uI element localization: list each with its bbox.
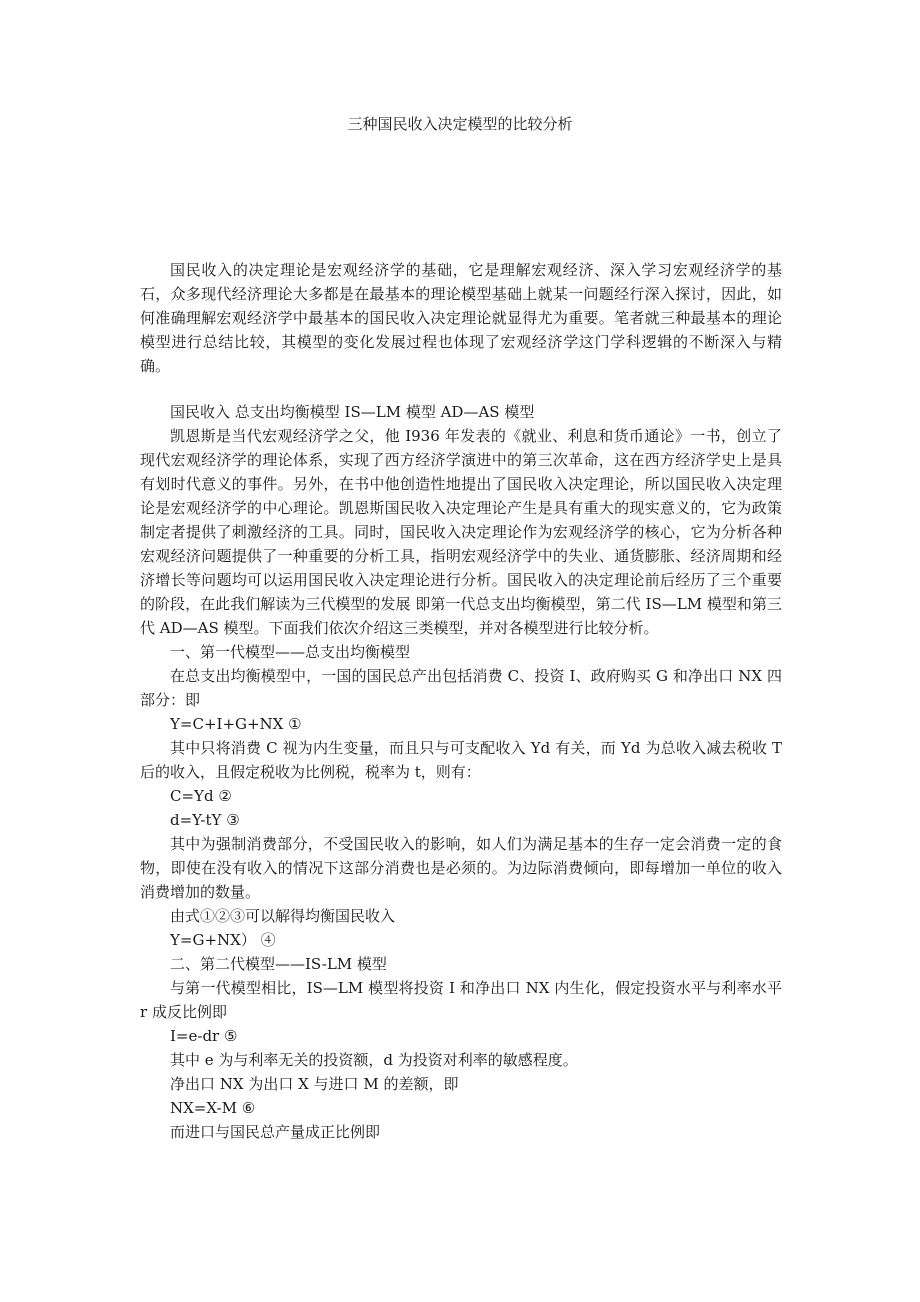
equation-1: Y=C+I+G+NX ① bbox=[170, 715, 302, 733]
consumption-paragraph: 其中只将消费 C 视为内生变量，而且只与可支配收入 Yd 有关，而 Yd 为总收入减去税收 T 后的收入，且假定税收为比例税，税率为 t，则有： bbox=[140, 739, 782, 781]
investment-line: 其中 e 为与利率无关的投资额，d 为投资对利率的敏感程度。 bbox=[170, 1051, 578, 1069]
forced-consumption-paragraph: 其中为强制消费部分，不受国民收入的影响，如人们为满足基本的生存一定会消费一定的食物，即使在没有收入的情况下这部分消费也是必须的。为边际消费倾向，即每增加一单位的收入消费增加的数量。 bbox=[140, 835, 782, 901]
section-heading-gen2: 二、第二代模型——IS-LM 模型 bbox=[170, 955, 387, 973]
gen1-paragraph: 在总支出均衡模型中，一国的国民总产出包括消费 C、投资 I、政府购买 G 和净出口 NX 四部分：即 bbox=[140, 667, 782, 709]
equation-2: C=Yd ② bbox=[170, 787, 232, 805]
net-export-line: 净出口 NX 为出口 X 与进口 M 的差额，即 bbox=[170, 1075, 459, 1093]
equation-5: I=e-dr ⑤ bbox=[170, 1027, 238, 1045]
equation-4: Y=G+NX） ④ bbox=[170, 931, 276, 949]
keywords-line: 国民收入 总支出均衡模型 IS—LM 模型 AD—AS 模型 bbox=[170, 403, 535, 421]
import-line: 而进口与国民总产量成正比例即 bbox=[170, 1123, 381, 1141]
intro-section bbox=[140, 258, 782, 378]
main-section bbox=[140, 400, 782, 1144]
section-heading-gen1: 一、第一代模型——总支出均衡模型 bbox=[170, 643, 411, 661]
document-title: 三种国民收入决定模型的比较分析 bbox=[347, 115, 573, 133]
equation-3: d=Y-tY ③ bbox=[170, 811, 240, 829]
solve-line: 由式①②③可以解得均衡国民收入 bbox=[170, 907, 396, 925]
gen2-paragraph: 与第一代模型相比，IS—LM 模型将投资 I 和净出口 NX 内生化，假定投资水平与利率水平 r 成反比例即 bbox=[140, 979, 782, 1021]
keynes-paragraph: 凯恩斯是当代宏观经济学之父，他 I936 年发表的《就业、利息和货币通论》一书，创立了现代宏观经济学的理论体系，实现了西方经济学演进中的第三次革命，这在西方经济学史上是具有划时代意义的事件。另外，在书中他创造性地提出了国民收入决定理论，所以国民收入决定理论是宏观经济学的中心理论。凯恩斯国民收入决定理论产生是具有重大的现实意义的，它为政策制定者提供了刺激经济的工具。同时，国民收入决定理论作为宏观经济学的核心，它为分析各种宏观经济问题提供了一种重要的分析工具，指明宏观经济学中的失业、通货膨胀、经济周期和经济增长等问题均可以运用国民收入决定理论进行分析。国民收入的决定理论前后经历了三个重要的阶段，在此我们解读为三代模型的发展 即第一代总支出均衡模型，第二代 IS—LM 模型和第三代 AD—AS 模型。下面我们依次介绍这三类模型，并对各模型进行比较分析。 bbox=[140, 427, 782, 637]
intro-paragraph: 国民收入的决定理论是宏观经济学的基础，它是理解宏观经济、深入学习宏观经济学的基石，众多现代经济理论大多都是在最基本的理论模型基础上就某一问题经行深入探讨，因此，如何准确理解宏观经济学中最基本的国民收入决定理论就显得尤为重要。笔者就三种最基本的理论模型进行总结比较，其模型的变化发展过程也体现了宏观经济学这门学科逻辑的不断深入与精确。 bbox=[140, 261, 782, 375]
equation-6: NX=X-M ⑥ bbox=[170, 1099, 256, 1117]
